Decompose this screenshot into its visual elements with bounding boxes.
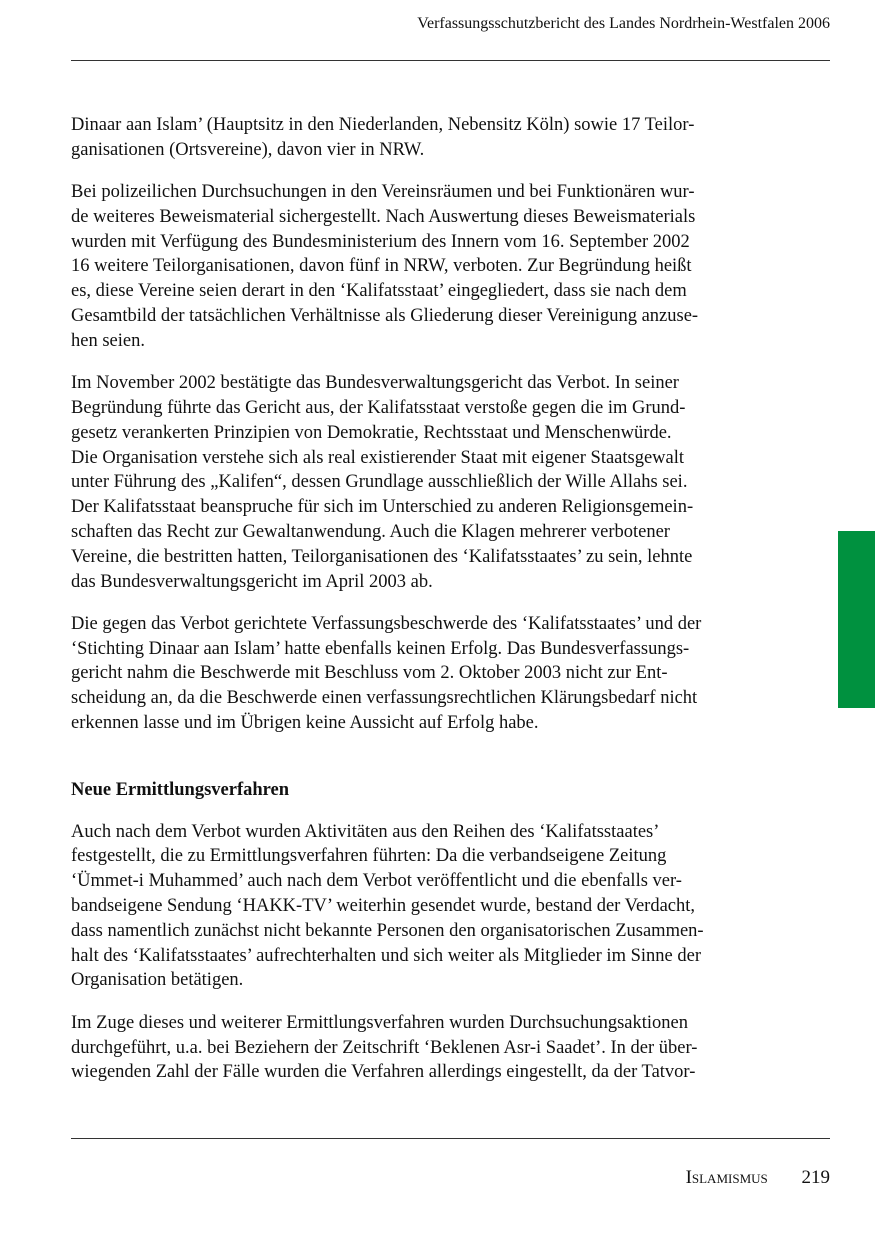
text-line: erkennen lasse und im Übrigen keine Aussicht auf Erfolg habe. <box>71 713 539 734</box>
page-number: 219 <box>801 1167 830 1188</box>
text-line: halt des ‘Kalifatsstaates’ aufrechterhalten und sich weiter als Mitglieder im Sinne der <box>71 945 701 966</box>
paragraph <box>71 820 783 994</box>
text-line: wurden mit Verfügung des Bundesministerium des Innern vom 16. September 2002 <box>71 231 690 252</box>
paragraph <box>71 1011 783 1085</box>
text-line: Vereine, die bestritten hatten, Teilorganisationen des ‘Kalifatsstaates’ zu sein, lehnte <box>71 546 693 567</box>
text-line: unter Führung des „Kalifen“, dessen Grundlage ausschließlich der Wille Allahs sei. <box>71 472 688 493</box>
text-line: das Bundesverwaltungsgericht im April 2003 ab. <box>71 571 433 592</box>
chapter-tab-marker <box>838 531 875 708</box>
text-line: Auch nach dem Verbot wurden Aktivitäten aus den Reihen des ‘Kalifatsstaates’ <box>71 821 660 842</box>
text-line: Die Organisation verstehe sich als real existierender Staat mit eigener Staatsgewalt <box>71 447 685 468</box>
text-line: wiegenden Zahl der Fälle wurden die Verfahren allerdings eingestellt, da der Tatvor- <box>71 1062 696 1083</box>
text-line: ‘Stichting Dinaar aan Islam’ hatte ebenfalls keinen Erfolg. Das Bundesverfassungs- <box>71 638 690 659</box>
text-line: Gesamtbild der tatsächlichen Verhältnisse als Gliederung dieser Vereinigung anzuse- <box>71 306 699 327</box>
text-line: scheidung an, da die Beschwerde einen verfassungsrechtlichen Klärungsbedarf nicht <box>71 688 698 709</box>
running-header: Verfassungsschutzbericht des Landes Nordrhein-Westfalen 2006 <box>417 15 830 32</box>
text-line: ‘Ümmet-i Muhammed’ auch nach dem Verbot veröffentlicht und die ebenfalls ver- <box>71 871 682 892</box>
text-line: de weiteres Beweismaterial sichergestellt. Nach Auswertung dieses Beweismaterials <box>71 206 696 227</box>
text-line: 16 weitere Teilorganisationen, davon fünf in NRW, verboten. Zur Begründung heißt <box>71 256 692 277</box>
text-line: durchgeführt, u.a. bei Beziehern der Zeitschrift ‘Beklenen Asr-i Saadet’. In der über- <box>71 1037 698 1058</box>
text-line: dass namentlich zunächst nicht bekannte Personen den organisatorischen Zusammen- <box>71 920 704 941</box>
text-line: festgestellt, die zu Ermittlungsverfahren führten: Da die verbandseigene Zeitung <box>71 846 667 867</box>
text-line: Die gegen das Verbot gerichtete Verfassungsbeschwerde des ‘Kalifatsstaates’ und der <box>71 613 702 634</box>
text-line: es, diese Vereine seien derart in den ‘Kalifatsstaat’ eingegliedert, dass sie nach dem <box>71 281 687 302</box>
footer-rule <box>71 1138 830 1139</box>
page-body <box>71 113 783 1103</box>
text-line: schaften das Recht zur Gewaltanwendung. Auch die Klagen mehrerer verbotener <box>71 521 670 542</box>
text-line: gesetz verankerten Prinzipien von Demokratie, Rechtsstaat und Menschenwürde. <box>71 422 672 443</box>
text-line: hen seien. <box>71 330 145 351</box>
text-line: Im November 2002 bestätigte das Bundesverwaltungsgericht das Verbot. In seiner <box>71 373 679 394</box>
header-rule <box>71 60 830 61</box>
text-line: gericht nahm die Beschwerde mit Beschluss vom 2. Oktober 2003 nicht zur Ent- <box>71 663 668 684</box>
footer-section-name: Islamismus <box>685 1167 768 1188</box>
text-line: Dinaar aan Islam’ (Hauptsitz in den Niederlanden, Nebensitz Köln) sowie 17 Teilor- <box>71 115 695 135</box>
paragraph <box>71 180 783 354</box>
text-line: Begründung führte das Gericht aus, der Kalifatsstaat verstoße gegen die im Grund- <box>71 397 686 418</box>
paragraph <box>71 113 783 163</box>
text-line: Organisation betätigen. <box>71 970 244 991</box>
text-line: Im Zuge dieses und weiterer Ermittlungsverfahren wurden Durchsuchungsaktionen <box>71 1012 688 1033</box>
text-line: ganisationen (Ortsvereine), davon vier in NRW. <box>71 139 425 160</box>
paragraph <box>71 371 783 594</box>
section-heading: Neue Ermittlungsverfahren <box>71 779 290 800</box>
text-line: bandseigene Sendung ‘HAKK-TV’ weiterhin gesendet wurde, bestand der Verdacht, <box>71 896 696 917</box>
text-line: Bei polizeilichen Durchsuchungen in den Vereinsräumen und bei Funktionären wur- <box>71 182 695 203</box>
page-footer <box>686 1166 830 1190</box>
text-line: Der Kalifatsstaat beanspruche für sich im Unterschied zu anderen Religionsgemein- <box>71 497 694 518</box>
paragraph <box>71 612 783 736</box>
